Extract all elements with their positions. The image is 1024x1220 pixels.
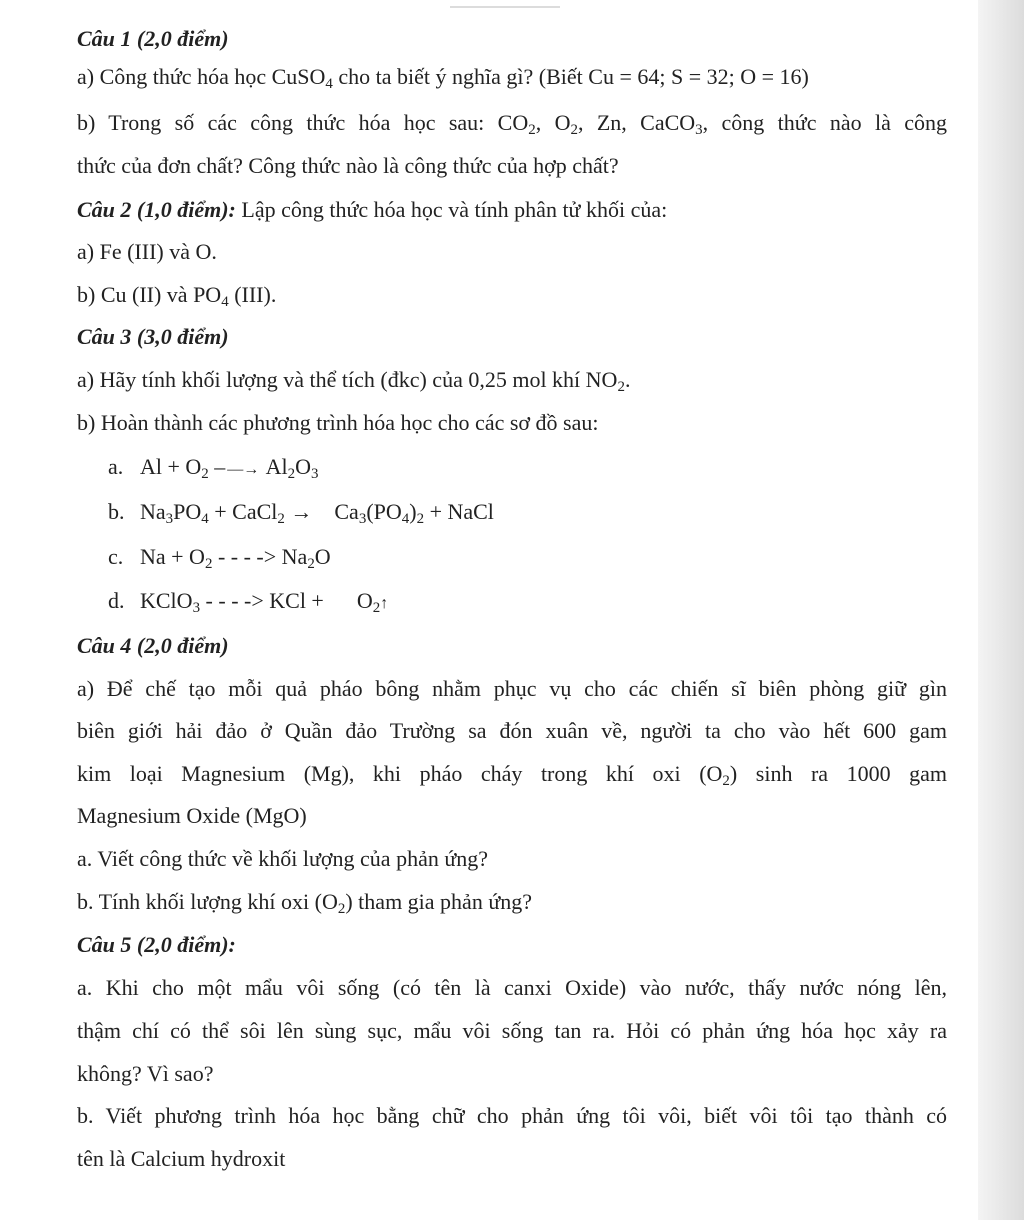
- q4-part-a-line2: biên giới hải đảo ở Quần đảo Trường sa đón xuân về, người ta cho vào hết 600 gam: [77, 718, 947, 743]
- q2-part-a: a) Fe (III) và O.: [77, 239, 217, 264]
- q5-part-b-line1: b. Viết phương trình hóa học bằng chữ cho phản ứng tôi vôi, biết vôi tôi tạo thành có: [77, 1103, 947, 1128]
- q5-heading: Câu 5 (2,0 điểm):: [77, 932, 236, 957]
- equation-a: a. $Al + O_2$ – ―→ $Al_2O_3$: [108, 454, 319, 483]
- q5-part-a-line2: thậm chí có thể sôi lên sùng sục, mẩu vôi sống tan ra. Hỏi có phản ứng hóa học xảy ra: [77, 1018, 947, 1043]
- q3-part-a: a) Hãy tính khối lượng và thể tích (đkc) của 0,25 mol khí $NO_2$.: [77, 367, 631, 396]
- equation-c: c. $Na + O_2$ - - - -> $Na_2O$: [108, 544, 331, 573]
- q1-part-b-line1: b) Trong số các công thức hóa học sau: $CO_2$, $O_2$, Zn, CaCO$_3$, công thức nào là công: [77, 110, 947, 139]
- q5-part-a-line1: a. Khi cho một mẩu vôi sống (có tên là canxi Oxide) vào nước, thấy nước nóng lên,: [77, 975, 947, 1000]
- q1-heading: Câu 1 (2,0 điểm): [77, 26, 229, 51]
- q4-sub-b: b. Tính khối lượng khí oxi $(O_2)$ tham gia phản ứng?: [77, 889, 533, 918]
- q5-part-b-line2: tên là Calcium hydroxit: [77, 1146, 286, 1171]
- q1-part-b-line2: thức của đơn chất? Công thức nào là công thức của hợp chất?: [77, 153, 619, 178]
- q4-part-a-line3: kim loại Magnesium (Mg), khi pháo cháy trong khí oxi $(O_2)$ sinh ra 1000 gam: [77, 761, 948, 790]
- equation-d: d. KClO$_3$ - - - -> KCl + $O_2↑$: [108, 588, 389, 617]
- q3-heading: Câu 3 (3,0 điểm): [77, 324, 229, 349]
- equation-b: b. $Na_3PO_4$ + CaCl$_2$ → $Ca_3(PO_4)_2$ + NaCl: [108, 499, 494, 528]
- q1-part-a: a) Công thức hóa học CuSO$_4$ cho ta biết ý nghĩa gì? (Biết Cu = 64; S = 32; O = 16): [77, 64, 809, 93]
- q2-part-b: b) Cu (II) và $PO_4$ (III).: [77, 282, 277, 311]
- q4-heading: Câu 4 (2,0 điểm): [77, 633, 229, 658]
- q4-part-a-line1: a) Để chế tạo mỗi quả pháo bông nhằm phục vụ cho các chiến sĩ biên phòng giữ gìn: [77, 676, 947, 701]
- q4-sub-a: a. Viết công thức về khối lượng của phản ứng?: [77, 846, 489, 871]
- q4-part-a-line4: Magnesium Oxide (MgO): [77, 803, 307, 828]
- q3-part-b: b) Hoàn thành các phương trình hóa học cho các sơ đồ sau:: [77, 410, 599, 435]
- q2-heading: Câu 2 (1,0 điểm): Lập công thức hóa học và tính phân tử khối của:: [77, 197, 668, 222]
- q5-part-a-line3: không? Vì sao?: [77, 1061, 214, 1086]
